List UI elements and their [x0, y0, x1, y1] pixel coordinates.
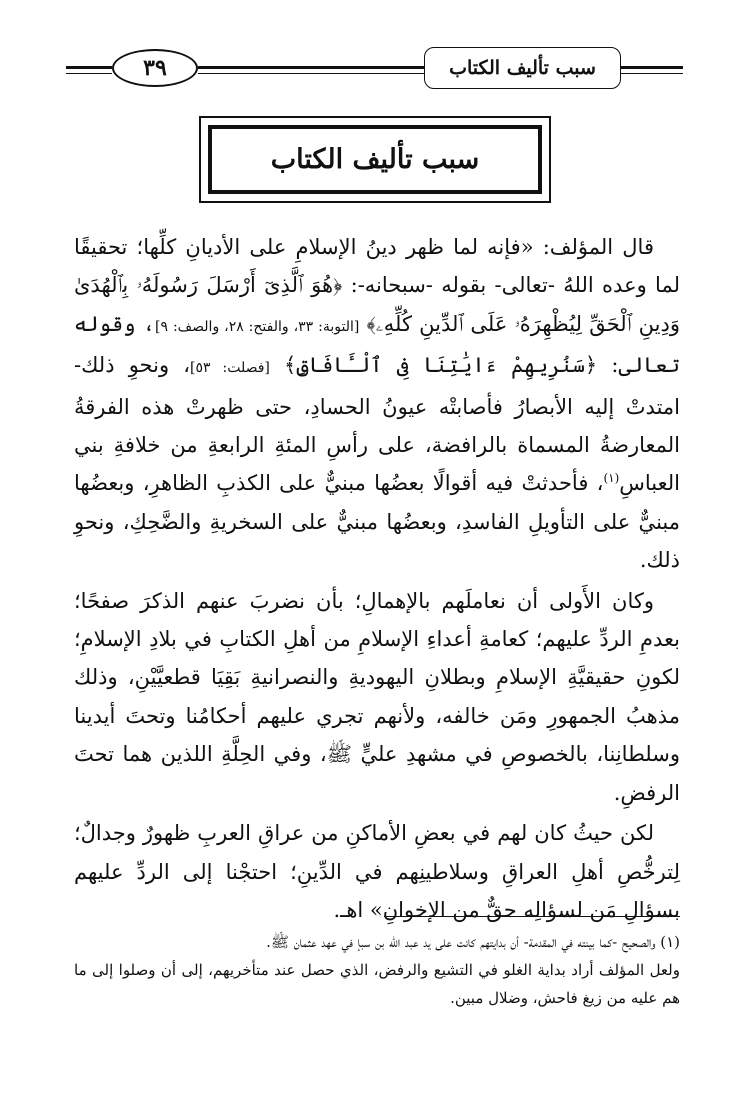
paragraph-3: لكن حيثُ كان لهم في بعضِ الأماكنِ من عراقِ العربِ ظهورٌ وجدالٌ؛ لِترخُّصِ أهلِ العراقِ وسلاطينِهم في الدِّينِ؛ احتجْنا إلى الردِّ عليهم بسؤالِ مَن لسؤالِه حقٌّ من الإخوانِ» اهـ.: [74, 821, 680, 922]
header-rule-left-thin: [66, 73, 112, 74]
header-rule-middle-thin: [198, 73, 424, 74]
header-rule-right-thin: [621, 73, 683, 74]
running-title-box: [424, 47, 621, 89]
paragraph-1-part-3: ، ونحوِ ذلك- امتدتْ إليه الأبصارُ فأصابتْه عيونُ الحسادِ، حتى ظهرتْ هذه الفرقةُ المعارضةُ المسماة بالرافضة، على رأسِ المئةِ الرابعةِ من خلافةِ بني العباسِ: [74, 353, 680, 496]
page-number: ٣٩: [143, 55, 167, 81]
footnote-marker[interactable]: (١): [603, 471, 620, 486]
running-title: سبب تأليف الكتاب: [449, 57, 596, 79]
footnotes: [74, 928, 680, 1012]
paragraph-1: [74, 228, 680, 580]
page-number-oval: [112, 49, 198, 87]
quran-reference-1: [التوبة: ٣٣، والفتح: ٢٨، والصف: ٩]: [155, 318, 360, 335]
paragraph-1-part-4: ، فأحدثتْ فيه أقوالًا بعضُها مبنيٌّ على الكذبِ الظاهرِ، وبعضُها مبنيٌّ على التأويلِ الفاسدِ، وبعضُها مبنيٌّ على السخريةِ والضَّحِكِ، ونحوِ ذلك.: [74, 471, 680, 573]
chapter-title-frame: [208, 125, 542, 194]
header-rule-middle-thick: [198, 66, 424, 69]
footnote-1: (١) والصحيح -كما بينته في المقدمة- أن بدايتهم كانت على يد عبد الله بن سبإ في عهد عثمان ﷺ.: [266, 933, 680, 951]
chapter-title: سبب تأليف الكتاب: [270, 144, 480, 175]
footnote-1-continued: ولعل المؤلف أراد بداية الغلو في التشيع والرفض، الذي حصل عند متأخريهم، إلى أن وصلوا إلى ما هم عليه من زيغ فاحش، وضلال مبين.: [74, 961, 680, 1007]
header-rule-right-thick: [621, 66, 683, 69]
footnote-separator: [384, 916, 680, 917]
paragraph-1-part-2: ، وقوله تعالى: ﴿سَنُرِيهِمْ ءَايَٰتِنَا فِى ٱلْـَٔافَاقِ﴾: [74, 311, 680, 378]
header-rule-left-thick: [66, 66, 112, 69]
quran-reference-2: [فصلت: ٥٣]: [190, 360, 270, 377]
paragraph-2: وكان الأَولى أن نعاملَهم بالإهمالِ؛ بأن نضربَ عنهم الذكرَ صفحًا؛ بعدمِ الردِّ عليهم؛ كعامةِ أعداءِ الإسلامِ من أهلِ الكتابِ في بلادِ الإسلامِ؛ لكونِ حقيقيَّةِ الإسلامِ وبطلانِ اليهوديةِ والنصرانيةِ بَقِيَا قطعيَّيْنِ، وذلك مذهبُ الجمهورِ ومَن خالفه، ولأنهم تجري عليهم أحكامُنا وتحتَ أيدينا وسلطانِنا، بالخصوصِ في مشهدِ عليٍّ ﷺ، وفي الحِلَّةِ اللذين هما تحتَ الرفضِ.: [74, 588, 680, 805]
main-text: [74, 228, 680, 929]
paragraph-1-part-1: قال المؤلف: «فإنه لما ظهر دينُ الإسلامِ على الأديانِ كلِّها؛ تحقيقًا لما وعده اللهُ -تعالى- بقوله -سبحانه-: ﴿هُوَ ٱلَّذِىٓ أَرْسَلَ رَسُولَهُۥ بِٱلْهُدَىٰ وَدِينِ ٱلْحَقِّ لِيُظْهِرَهُۥ عَلَى ٱلدِّينِ كُلِّهِۦ﴾: [74, 235, 680, 336]
